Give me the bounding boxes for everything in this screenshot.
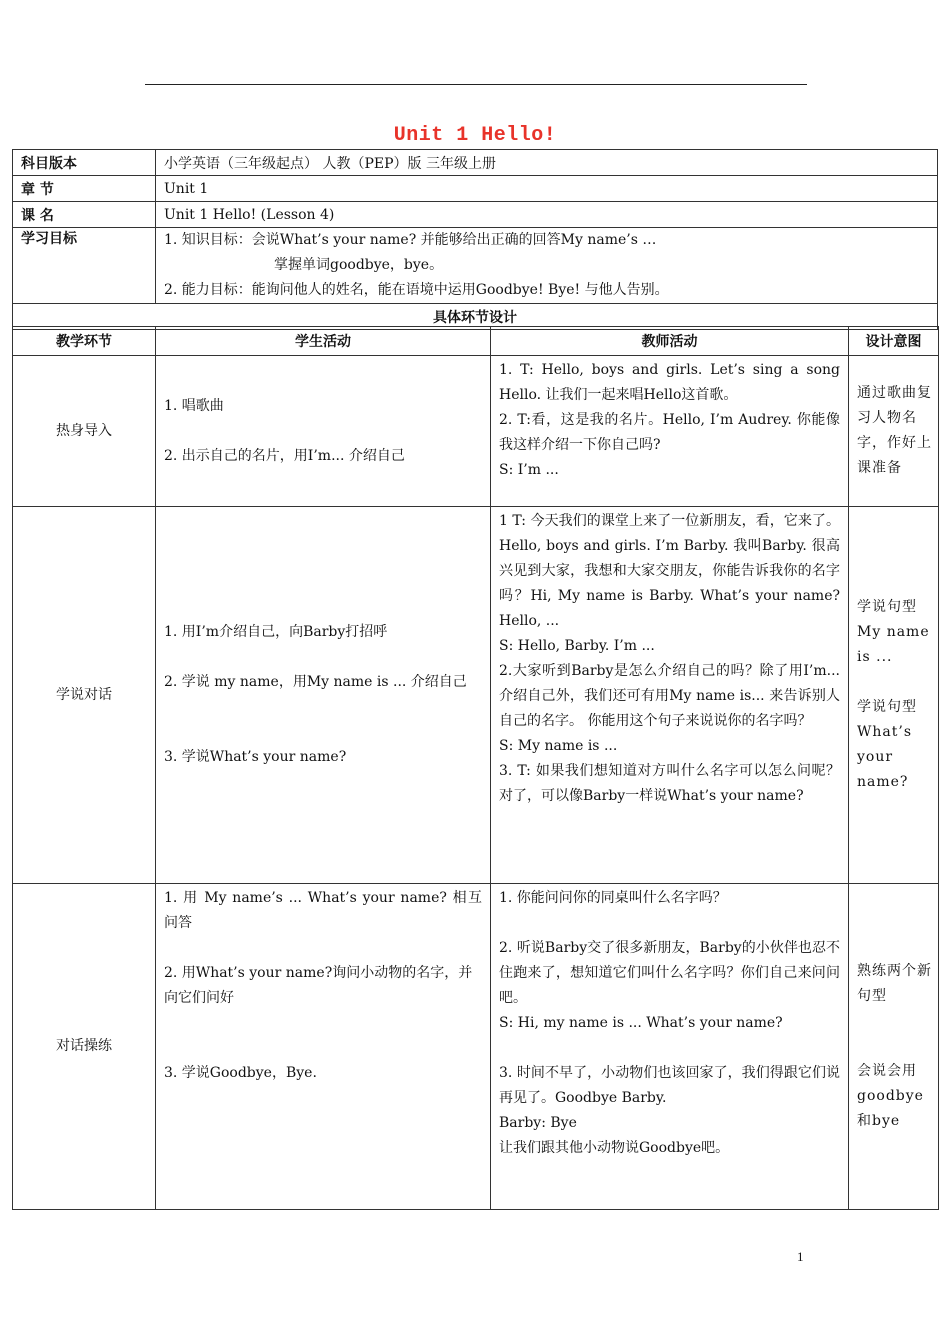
table-row (13, 356, 939, 507)
goals-value (156, 228, 938, 304)
stage-warmup: 热身导入 (13, 356, 156, 507)
design-header-row (13, 327, 939, 356)
list-item: 2. 听说Barby交了很多新朋友，Barby的小伙伴也忍不住跑来了，想知道它们叫什么名字吗？你们自己来问问吧。 (499, 940, 840, 1006)
student-activity (156, 507, 491, 884)
list-item: 2. 用What’s your name?询问小动物的名字，并向它们问好 (164, 965, 473, 1006)
header-student: 学生活动 (156, 327, 491, 356)
chapter-value: Unit 1 (156, 176, 938, 202)
design-intent (849, 507, 939, 884)
goals-row (13, 228, 938, 304)
list-item: Barby: Bye (499, 1115, 577, 1131)
list-item: 3. 学说What’s your name? (164, 749, 347, 765)
teacher-activity (491, 507, 849, 884)
page-title: Unit 1 Hello! (393, 124, 557, 147)
page-number: 1 (797, 1249, 804, 1264)
header-stage: 教学环节 (13, 327, 156, 356)
header-rule (145, 84, 807, 85)
teaching-design-table (12, 326, 939, 1210)
goal-2: 2. 能力目标：能询问他人的姓名，能在语境中运用Goodbye! Bye! 与他人告别。 (164, 282, 669, 298)
list-item: 1. T: Hello, boys and girls. Let’s sing a song Hello. 让我们一起来唱Hello这首歌。 (499, 362, 840, 403)
subject-row (13, 150, 938, 176)
design-intent (849, 356, 939, 507)
stage-dialogue: 学说对话 (13, 507, 156, 884)
list-item: 学说句型My name is ... (857, 599, 930, 665)
lesson-label: 课 名 (13, 202, 156, 228)
goal-1-words: 掌握单词goodbye，bye。 (274, 257, 444, 273)
list-item: 学说句型What’s your name? (857, 699, 917, 790)
lesson-value: Unit 1 Hello! (Lesson 4) (156, 202, 938, 228)
header-intent: 设计意图 (849, 327, 939, 356)
list-item: 3. 时间不早了，小动物们也该回家了，我们得跟它们说再见了。Goodbye Barby. (499, 1065, 840, 1106)
chapter-row (13, 176, 938, 202)
list-item: 让我们跟其他小动物说Goodbye吧。 (499, 1140, 730, 1156)
list-item: 1. 唱歌曲 (164, 397, 224, 414)
list-item: S: I’m ... (499, 462, 559, 478)
stage-practice: 对话操练 (13, 884, 156, 1210)
subject-value: 小学英语（三年级起点） 人教（PEP）版 三年级上册 (156, 150, 938, 176)
list-item: 1 T: 今天我们的课堂上来了一位新朋友，看，它来了。Hello, boys and girls. I’m Barby. 我叫Barby. 很高兴见到大家，我想和大家交朋友，你能告诉我你的名字吗？Hi, My name is Barby. What’s your name? Hello, ... (499, 513, 840, 629)
list-item: 通过歌曲复习人物名字，作好上课准备 (857, 385, 932, 476)
list-item: 3. 学说Goodbye，Bye. (164, 1065, 317, 1081)
list-item: 2. 出示自己的名片，用I’m... 介绍自己 (164, 447, 405, 464)
table-row (13, 884, 939, 1210)
list-item: S: Hello, Barby. I’m ... (499, 638, 655, 654)
list-item: 1. 你能问问你的同桌叫什么名字吗？ (499, 890, 727, 906)
goals-label: 学习目标 (13, 228, 156, 304)
subject-label: 科目版本 (13, 150, 156, 176)
list-item: 2.大家听到Barby是怎么介绍自己的吗？除了用I’m... 介绍自己外，我们还可有用My name is... 来告诉别人自己的名字。 你能用这个句子来说说你的名字吗？ (499, 663, 840, 729)
list-item: S: Hi, my name is ... What’s your name? (499, 1015, 783, 1031)
student-activity (156, 356, 491, 507)
header-teacher: 教师活动 (491, 327, 849, 356)
list-item: 2. T:看，这是我的名片。Hello, I’m Audrey. 你能像我这样介绍一下你自己吗? (499, 412, 840, 453)
list-item: 1. 用 My name’s ... What’s your name? 相互问答 (164, 890, 482, 931)
section-title: 具体环节设计 (13, 304, 938, 330)
student-activity (156, 884, 491, 1210)
lesson-row (13, 202, 938, 228)
list-item: 2. 学说 my name，用My name is ... 介绍自己 (164, 674, 467, 690)
table-row (13, 507, 939, 884)
chapter-label: 章 节 (13, 176, 156, 202)
list-item: 1. 用I’m介绍自己，向Barby打招呼 (164, 624, 388, 640)
teacher-activity (491, 356, 849, 507)
lesson-info-table (12, 149, 938, 330)
list-item: S: My name is ... (499, 738, 618, 754)
goal-1: 1. 知识目标：会说What’s your name? 并能够给出正确的回答My name’s … (164, 232, 657, 248)
design-intent (849, 884, 939, 1210)
list-item: 3. T: 如果我们想知道对方叫什么名字可以怎么问呢？对了，可以像Barby一样说What’s your name? (499, 763, 840, 804)
teacher-activity (491, 884, 849, 1210)
list-item: 熟练两个新句型 (857, 963, 932, 1004)
list-item: 会说会用goodbye和bye (857, 1063, 924, 1129)
